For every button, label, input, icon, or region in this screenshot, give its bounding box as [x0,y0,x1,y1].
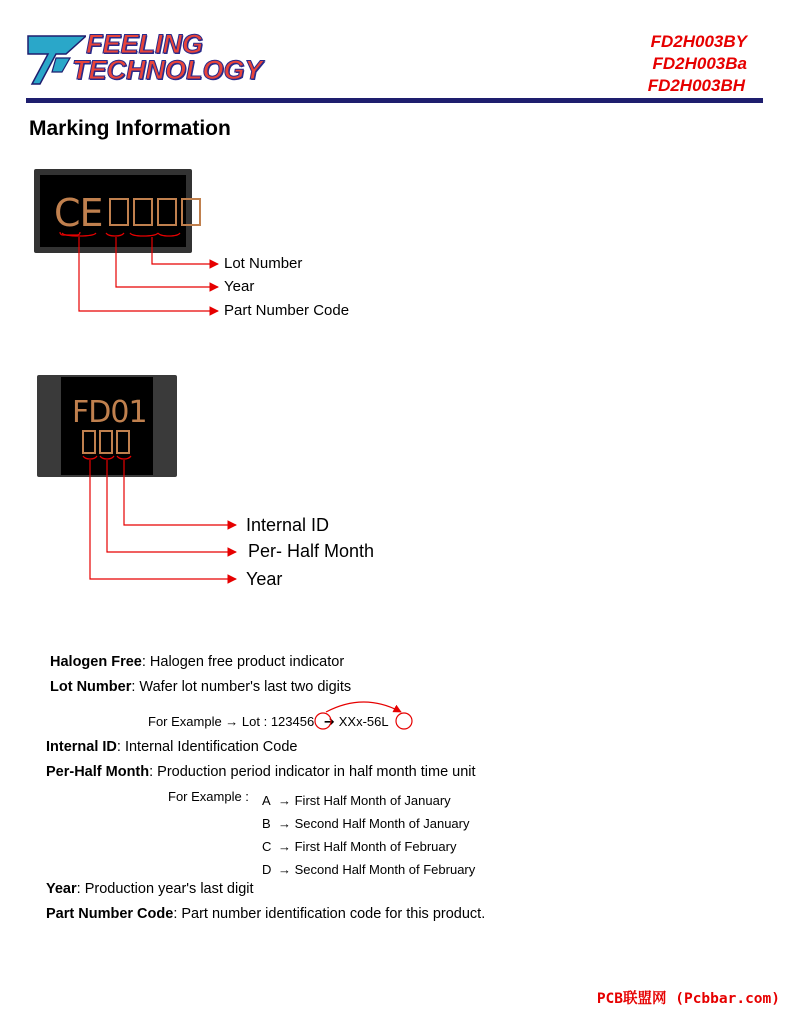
term: Year [46,881,77,897]
definition-internal-id [46,739,297,755]
logo-text-feeling: FEELING [86,29,204,59]
chip-marking-text: FD01 [72,395,147,430]
example-prefix: For Example → Lot : 1234 [148,714,300,729]
example-code: C [262,839,272,854]
half-month-example [262,789,475,812]
half-month-example [262,858,475,881]
chip-marking-text: CE [54,191,103,235]
definition-part-number-code [46,906,485,922]
example-result-prefix: XXx- [338,714,367,729]
label-year: Year [246,569,283,589]
half-month-example-prefix: For Example : [168,789,249,804]
description: : Part number identification code for this product. [173,906,486,922]
definition-per-half-month [46,764,476,780]
term: Lot Number [50,679,132,695]
label-part-number-code: Part Number Code [224,302,350,319]
definition-year [46,881,254,897]
term: Per-Half Month [46,764,150,780]
example-text: → First Half Month of January [278,793,451,808]
example-text: → Second Half Month of February [278,862,476,877]
label-per-half-month: Per- Half Month [248,541,375,561]
example-arrow: ➔ [323,714,335,729]
description: : Production year's last digit [76,881,254,897]
example-code: D [262,862,272,877]
description: : Wafer lot number's last two digits [131,679,352,695]
part-number: FD2H003BH [647,76,745,95]
part-number: FD2H003BY [650,32,747,51]
term: Internal ID [46,739,117,755]
example-result-digits: 56 [366,714,382,729]
logo-text-technology: TECHNOLOGY [72,55,263,85]
example-code: A [262,793,271,808]
half-month-example [262,812,475,835]
example-digits: 56 [299,714,315,729]
label-lot-number: Lot Number [224,255,303,272]
label-internal-id: Internal ID [246,515,330,535]
description: : Internal Identification Code [116,739,298,755]
watermark-text: PCB联盟网 (Pcbbar.com) [596,991,780,1007]
example-code: B [262,816,271,831]
part-number: FD2H003Ba [652,54,747,73]
description: : Halogen free product indicator [141,654,345,670]
label-year: Year [224,278,255,295]
term: Part Number Code [46,906,174,922]
half-month-example [262,835,475,858]
page-title: Marking Information [29,117,231,140]
term: Halogen Free [50,654,142,670]
example-result-suffix: L [381,714,389,729]
example-text: → First Half Month of February [278,839,457,854]
example-text: → Second Half Month of January [278,816,470,831]
half-month-example-list [262,789,475,881]
description: : Production period indicator in half month time unit [149,764,476,780]
